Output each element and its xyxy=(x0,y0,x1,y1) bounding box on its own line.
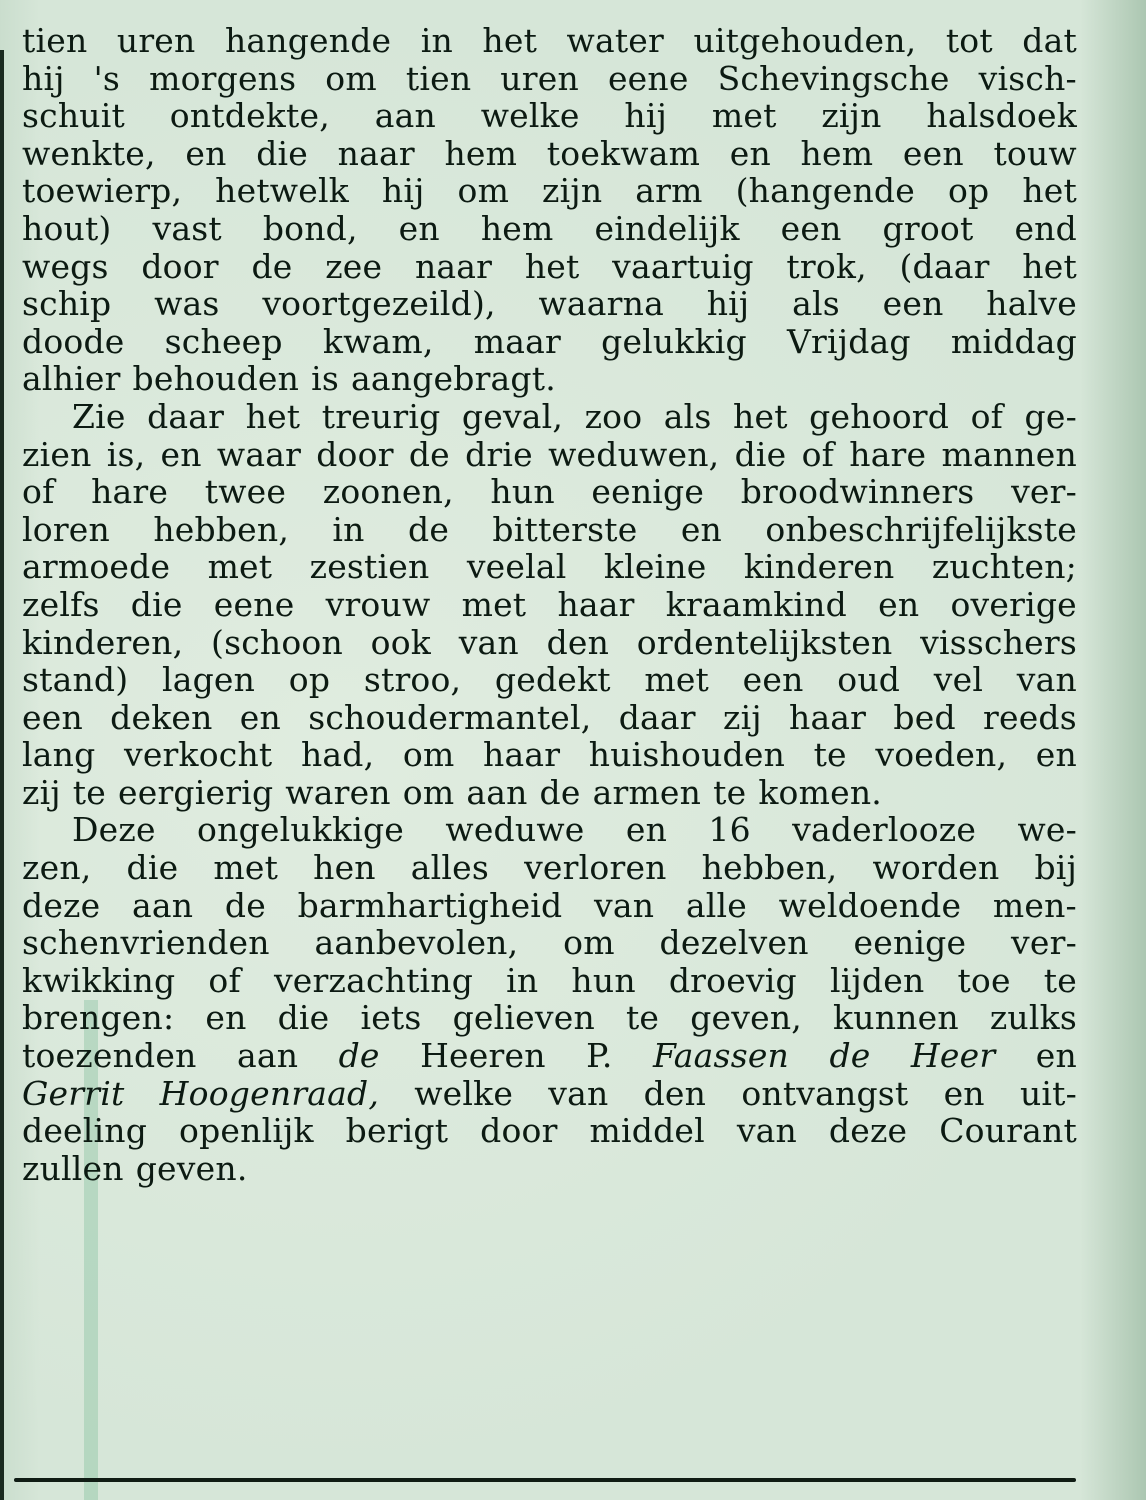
word: zien xyxy=(22,434,92,474)
word: zen, xyxy=(22,848,92,888)
word: schip xyxy=(22,284,112,324)
text-line xyxy=(22,1112,1077,1150)
word: touw xyxy=(993,133,1077,173)
word: (schoon xyxy=(211,622,343,662)
word: barmhartigheid xyxy=(297,885,563,925)
word: Gerrit xyxy=(22,1073,125,1113)
word: om xyxy=(402,772,455,812)
word: verzachting xyxy=(273,960,474,1000)
word: en xyxy=(729,133,771,173)
word: om xyxy=(563,923,615,963)
text-line xyxy=(22,360,1077,398)
text-line xyxy=(22,661,1077,699)
word: en xyxy=(398,208,440,248)
word: deeling xyxy=(22,1111,148,1151)
text-line xyxy=(22,285,1077,323)
article-column xyxy=(22,22,1077,1187)
word: eene xyxy=(213,584,295,624)
word: halsdoek xyxy=(926,96,1077,136)
word: door xyxy=(480,1111,558,1151)
word: met xyxy=(213,848,279,888)
word: ongelukkige xyxy=(197,810,405,850)
word: vaartuig xyxy=(612,246,754,286)
word: ontdekte, xyxy=(169,96,330,136)
word: zee xyxy=(325,246,383,286)
word: Deze xyxy=(72,810,156,850)
word: hem xyxy=(480,208,554,248)
word: maar xyxy=(473,321,561,361)
word: zij xyxy=(722,697,762,737)
word: Heer xyxy=(910,1036,996,1076)
word: eindelijk xyxy=(594,208,740,248)
text-line xyxy=(22,849,1077,887)
word: is xyxy=(311,359,339,399)
word: (daar xyxy=(899,246,990,286)
word: drie xyxy=(465,434,533,474)
word: den xyxy=(643,1073,707,1113)
text-line xyxy=(22,586,1077,624)
word: een xyxy=(780,208,842,248)
word: armoede xyxy=(22,547,171,587)
word: zuchten; xyxy=(931,547,1077,587)
word: de xyxy=(251,246,293,286)
word: zestien xyxy=(309,547,430,587)
word: hout) xyxy=(22,208,112,248)
paragraph-2 xyxy=(22,398,1077,812)
text-line xyxy=(22,887,1077,925)
word: Hoogenraad, xyxy=(159,1073,380,1113)
text-line xyxy=(22,511,1077,549)
word: welke xyxy=(480,96,580,136)
word: ver- xyxy=(1011,923,1077,963)
word: berigt xyxy=(345,1111,449,1151)
word: schenvrienden xyxy=(22,923,270,963)
word: waren xyxy=(285,772,391,812)
text-line xyxy=(22,210,1077,248)
word: daar xyxy=(147,396,225,436)
word: naar xyxy=(337,133,415,173)
word: kwikking xyxy=(22,960,176,1000)
word: middag xyxy=(950,321,1077,361)
word: naar xyxy=(414,246,493,286)
word: lang xyxy=(22,735,96,775)
word: met xyxy=(711,96,777,136)
word: die xyxy=(256,133,308,173)
text-line xyxy=(22,736,1077,774)
word: halve xyxy=(986,284,1077,324)
word: hem xyxy=(800,133,874,173)
word: en xyxy=(160,434,202,474)
word: te xyxy=(625,998,660,1038)
word: van xyxy=(736,1111,797,1151)
word: ook xyxy=(370,622,431,662)
word: door xyxy=(141,246,219,286)
word: eene xyxy=(607,58,689,98)
word: met xyxy=(461,584,527,624)
word: het xyxy=(524,246,580,286)
word: het xyxy=(482,21,538,60)
word: geven. xyxy=(135,1148,248,1188)
word: of xyxy=(801,434,835,474)
word: en xyxy=(625,810,668,850)
text-line xyxy=(22,811,1077,849)
word: aan xyxy=(466,772,528,812)
word: als xyxy=(663,396,712,436)
text-line xyxy=(22,624,1077,662)
word: weduwen, xyxy=(548,434,720,474)
word: die xyxy=(130,584,183,624)
text-line xyxy=(22,22,1077,60)
paragraph-3 xyxy=(22,811,1077,1187)
word: hare xyxy=(91,472,169,512)
word: die xyxy=(126,848,179,888)
word: kinderen xyxy=(743,547,895,587)
word: kinderen, xyxy=(22,622,184,662)
word: aan xyxy=(236,1036,299,1076)
word: deze xyxy=(828,1111,908,1151)
word: om xyxy=(402,735,455,775)
word: Schevingsche xyxy=(717,58,950,98)
word: deken xyxy=(110,697,213,737)
word: in xyxy=(332,509,365,549)
word: te xyxy=(713,772,747,812)
word: gedekt xyxy=(494,660,611,700)
word: hebben, xyxy=(153,509,290,549)
word: het xyxy=(733,396,788,436)
word: het xyxy=(245,396,301,436)
word: op xyxy=(947,171,990,211)
word: zij xyxy=(22,772,61,812)
word: aan xyxy=(374,96,436,136)
word: in xyxy=(420,21,453,60)
word: van xyxy=(548,1073,609,1113)
word: een xyxy=(882,284,944,324)
text-line xyxy=(22,323,1077,361)
text-line xyxy=(22,248,1077,286)
word: uren xyxy=(500,58,579,98)
word: behouden xyxy=(132,359,300,399)
word: gehoord xyxy=(809,396,950,436)
section-divider-rule xyxy=(14,1478,1076,1482)
word: 's xyxy=(93,58,121,98)
word: aan xyxy=(132,885,194,925)
word: Zie xyxy=(72,396,126,436)
word: kleine xyxy=(603,547,707,587)
word: groot xyxy=(882,208,974,248)
word: uit- xyxy=(1019,1073,1077,1113)
word: Heeren xyxy=(420,1036,546,1076)
word: die xyxy=(277,998,330,1038)
word: visschers xyxy=(920,622,1077,662)
word: het xyxy=(1022,246,1077,286)
word: Faassen xyxy=(652,1036,790,1076)
word: alles xyxy=(410,848,490,888)
word: hij xyxy=(381,171,425,211)
word: ge- xyxy=(1024,396,1077,436)
word: end xyxy=(1014,208,1077,248)
text-line xyxy=(22,962,1077,1000)
word: haar xyxy=(557,584,635,624)
word: deze xyxy=(22,885,101,925)
text-line xyxy=(22,1037,1077,1075)
word: daar xyxy=(618,697,696,737)
word: vaderlooze xyxy=(792,810,977,850)
word: waar xyxy=(216,434,302,474)
word: of xyxy=(22,472,55,512)
word: op xyxy=(288,660,331,700)
word: en xyxy=(239,697,281,737)
text-line xyxy=(22,60,1077,98)
word: (hangende xyxy=(735,171,915,211)
text-line xyxy=(22,398,1077,436)
text-line xyxy=(22,172,1077,210)
word: toe xyxy=(957,960,1011,1000)
word: met xyxy=(207,547,273,587)
word: hetwelk xyxy=(215,171,349,211)
word: eergierig xyxy=(117,772,274,812)
word: hem xyxy=(444,133,518,173)
word: komen. xyxy=(758,772,882,812)
word: haar xyxy=(788,697,867,737)
word: schuit xyxy=(22,96,125,136)
word: hij xyxy=(706,284,750,324)
paragraph-1 xyxy=(22,22,1077,398)
word: hare xyxy=(849,434,927,474)
word: of xyxy=(208,960,241,1000)
word: de xyxy=(338,1036,380,1076)
word: den xyxy=(546,622,610,662)
word: te xyxy=(813,735,847,775)
word: oud xyxy=(837,660,901,700)
word: hebben, xyxy=(701,848,838,888)
word: voortgezeild), xyxy=(262,284,496,324)
word: uren xyxy=(116,21,196,60)
word: een xyxy=(742,660,804,700)
word: ordentelijksten xyxy=(636,622,893,662)
word: reeds xyxy=(983,697,1077,737)
word: bitterste xyxy=(492,509,638,549)
word: overige xyxy=(950,584,1077,624)
word: en xyxy=(680,509,722,549)
word: zulks xyxy=(989,998,1077,1038)
word: zijn xyxy=(821,96,882,136)
word: eenige xyxy=(591,472,705,512)
word: lijden xyxy=(829,960,925,1000)
word: gelukkig xyxy=(601,321,747,361)
word: Courant xyxy=(939,1111,1077,1151)
word: van xyxy=(594,885,655,925)
word: huishouden xyxy=(588,735,786,775)
word: weduwe xyxy=(445,810,585,850)
word: weldoende xyxy=(778,885,962,925)
word: zoo xyxy=(584,396,643,436)
word: had, xyxy=(300,735,375,775)
word: we- xyxy=(1017,810,1077,850)
word: hangende xyxy=(224,21,392,60)
word: bij xyxy=(1034,848,1077,888)
word: iets xyxy=(360,998,422,1038)
word: trok, xyxy=(786,246,867,286)
word: doode xyxy=(22,321,125,361)
word: schoudermantel, xyxy=(308,697,592,737)
word: tien xyxy=(22,21,88,60)
word: vel xyxy=(933,660,984,700)
word: Vrijdag xyxy=(787,321,911,361)
text-line xyxy=(22,1150,1077,1188)
text-line xyxy=(22,436,1077,474)
word: om xyxy=(457,171,510,211)
word: verloren xyxy=(524,848,667,888)
word: toekwam xyxy=(546,133,701,173)
word: toezenden xyxy=(22,1036,197,1076)
word: om xyxy=(325,58,377,98)
word: alhier xyxy=(22,359,121,399)
word: in xyxy=(506,960,539,1000)
word: haar xyxy=(483,735,561,775)
word: zelfs xyxy=(22,584,100,624)
word: lagen xyxy=(161,660,256,700)
word: morgens xyxy=(149,58,297,98)
word: te xyxy=(1043,960,1077,1000)
word: als xyxy=(792,284,840,324)
word: een xyxy=(902,133,964,173)
word: de xyxy=(539,772,581,812)
word: hun xyxy=(490,472,555,512)
word: waarna xyxy=(538,284,664,324)
word: gelieven xyxy=(452,998,595,1038)
word: alle xyxy=(685,885,747,925)
word: bond, xyxy=(262,208,358,248)
word: vast xyxy=(152,208,222,248)
word: scheep xyxy=(164,321,283,361)
word: zoonen, xyxy=(322,472,454,512)
word: te xyxy=(72,772,106,812)
word: ver- xyxy=(1011,472,1077,512)
text-line xyxy=(22,135,1077,173)
word: bed xyxy=(893,697,956,737)
word: tot xyxy=(945,21,993,60)
word: onbeschrijfelijkste xyxy=(765,509,1077,549)
word: openlijk xyxy=(179,1111,314,1151)
word: en xyxy=(1035,735,1077,775)
word: armen xyxy=(592,772,702,812)
word: 16 xyxy=(708,810,751,850)
word: van xyxy=(1016,660,1077,700)
word: veelal xyxy=(466,547,567,587)
word: die xyxy=(734,434,787,474)
word: de xyxy=(224,885,266,925)
word: ontvangst xyxy=(741,1073,909,1113)
word: van xyxy=(458,622,519,662)
word: dat xyxy=(1022,21,1077,60)
text-line xyxy=(22,473,1077,511)
word: kraamkind xyxy=(665,584,847,624)
word: of xyxy=(970,396,1004,436)
word: worden xyxy=(872,848,1000,888)
text-line xyxy=(22,97,1077,135)
word: middel xyxy=(589,1111,705,1151)
text-line xyxy=(22,548,1077,586)
text-line xyxy=(22,774,1077,812)
word: geval, xyxy=(461,396,564,436)
word: toewierp, xyxy=(22,171,183,211)
word: de xyxy=(829,1036,871,1076)
word: treurig xyxy=(321,396,441,436)
word: welke xyxy=(414,1073,514,1113)
word: verkocht xyxy=(123,735,273,775)
word: wenkte, xyxy=(22,133,156,173)
word: vrouw xyxy=(325,584,431,624)
column-left-rule xyxy=(0,50,4,1500)
word: een xyxy=(22,697,83,737)
word: hun xyxy=(571,960,636,1000)
word: met xyxy=(644,660,710,700)
word: zijn xyxy=(542,171,603,211)
word: kunnen xyxy=(833,998,959,1038)
word: aangebragt. xyxy=(350,359,556,399)
word: aanbevolen, xyxy=(314,923,519,963)
text-line xyxy=(22,999,1077,1037)
word: kwam, xyxy=(322,321,434,361)
word: was xyxy=(154,284,220,324)
word: de xyxy=(408,509,450,549)
word: hij xyxy=(624,96,668,136)
word: droevig xyxy=(668,960,797,1000)
word: twee xyxy=(204,472,287,512)
word: door xyxy=(316,434,394,474)
word: de xyxy=(408,434,450,474)
text-line xyxy=(22,699,1077,737)
word: is, xyxy=(106,434,146,474)
word: zullen xyxy=(22,1148,124,1188)
word: uitgehouden, xyxy=(693,21,917,60)
word: loren xyxy=(22,509,110,549)
word: brengen: xyxy=(22,998,175,1038)
word: geven, xyxy=(690,998,802,1038)
word: en xyxy=(1035,1036,1077,1076)
word: stroo, xyxy=(363,660,462,700)
text-line xyxy=(22,1075,1077,1113)
word: wegs xyxy=(22,246,109,286)
word: het xyxy=(1022,171,1077,211)
word: eenige xyxy=(853,923,967,963)
word: visch- xyxy=(978,58,1077,98)
word: water xyxy=(566,21,665,60)
word: arm xyxy=(635,171,703,211)
word: P. xyxy=(586,1036,613,1076)
word: en xyxy=(185,133,227,173)
word: stand) xyxy=(22,660,129,700)
word: broodwinners xyxy=(740,472,975,512)
word: hen xyxy=(313,848,376,888)
word: men- xyxy=(992,885,1077,925)
word: en xyxy=(205,998,247,1038)
word: tien xyxy=(405,58,472,98)
word: en xyxy=(943,1073,985,1113)
word: voeden, xyxy=(875,735,1008,775)
word: hij xyxy=(22,58,65,98)
word: en xyxy=(878,584,920,624)
word: mannen xyxy=(941,434,1077,474)
word: dezelven xyxy=(659,923,809,963)
text-line xyxy=(22,924,1077,962)
